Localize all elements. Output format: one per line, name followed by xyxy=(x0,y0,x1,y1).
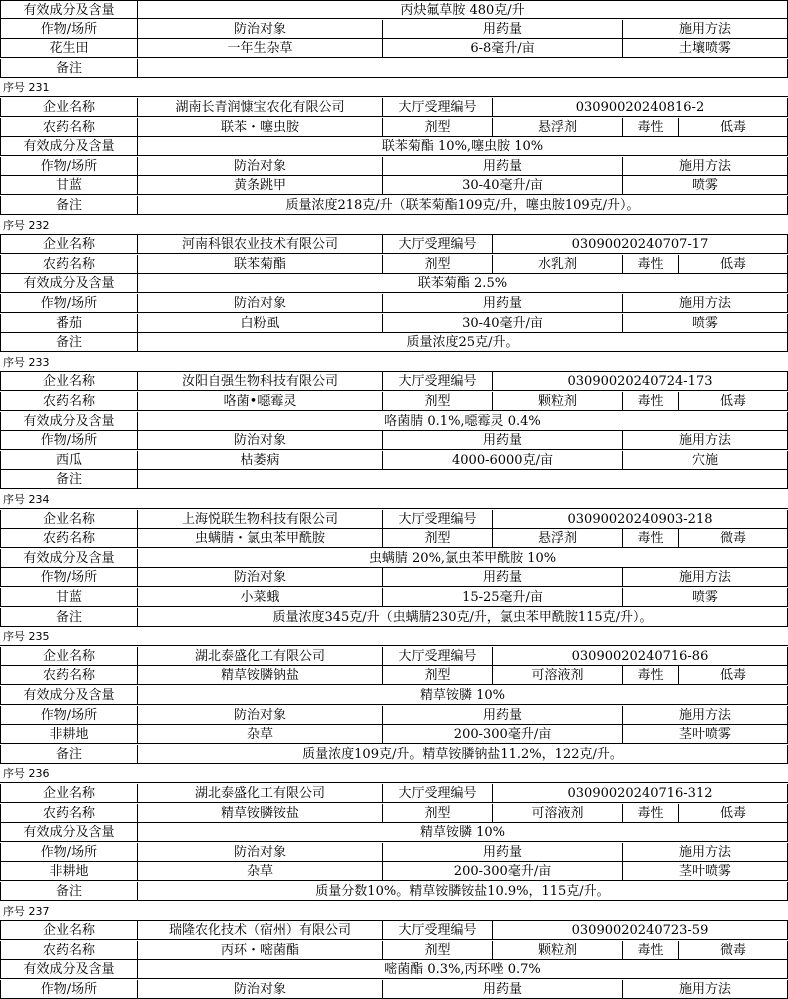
ingredient-row xyxy=(0,549,788,568)
target-value: 一年生杂草 xyxy=(137,39,382,58)
target-value: 白粉虱 xyxy=(137,314,382,333)
hall-no-value: 03090020240716-312 xyxy=(492,784,788,803)
ingredient-label: 有效成分及含量 xyxy=(0,960,137,979)
record-seq-row xyxy=(0,627,788,646)
seq-prefix: 序号 xyxy=(3,81,25,95)
form-value: 颗粒剂 xyxy=(492,392,622,411)
seq-number: 236 xyxy=(25,767,50,781)
seq-prefix: 序号 xyxy=(3,630,25,644)
form-value: 悬浮剂 xyxy=(492,118,622,137)
crop-label: 作物/场所 xyxy=(0,157,137,176)
method-label: 施用方法 xyxy=(622,568,788,587)
dosage-label: 用药量 xyxy=(382,568,622,587)
pesticide-label: 农药名称 xyxy=(0,118,137,137)
note-value: 质量浓度345克/升（虫螨腈230克/升，氯虫苯甲酰胺115克/升）。 xyxy=(137,608,788,627)
company-value: 湖北泰盛化工有限公司 xyxy=(137,784,382,803)
note-value xyxy=(137,470,788,489)
form-value: 可溶液剂 xyxy=(492,804,622,823)
target-value: 杂草 xyxy=(137,725,382,744)
target-label: 防治对象 xyxy=(137,980,382,999)
target-value: 黄条跳甲 xyxy=(137,176,382,195)
note-label: 备注 xyxy=(0,196,137,215)
ingredient-row xyxy=(0,274,788,293)
crop-value: 甘蓝 xyxy=(0,588,137,607)
note-row xyxy=(0,196,788,215)
toxicity-label: 毒性 xyxy=(622,941,678,960)
seq-prefix: 序号 xyxy=(3,904,25,918)
dosage-value: 200-300毫升/亩 xyxy=(382,725,622,744)
crop-value: 番茄 xyxy=(0,314,137,333)
company-value: 湖北泰盛化工有限公司 xyxy=(137,647,382,666)
method-label: 施用方法 xyxy=(622,20,788,39)
form-label: 剂型 xyxy=(382,804,492,823)
pesticide-row xyxy=(0,941,788,960)
method-value: 喷雾 xyxy=(622,588,788,607)
method-label: 施用方法 xyxy=(622,843,788,862)
ingredient-label: 有效成分及含量 xyxy=(0,412,137,431)
company-label: 企业名称 xyxy=(0,647,137,666)
crop-label: 作物/场所 xyxy=(0,294,137,313)
hall-no-label: 大厅受理编号 xyxy=(382,921,492,940)
form-label: 剂型 xyxy=(382,118,492,137)
ingredient-value: 联苯菊酯 2.5% xyxy=(137,274,788,293)
hall-no-value: 03090020240723-59 xyxy=(492,921,788,940)
usage-header-row xyxy=(0,157,788,176)
dosage-label: 用药量 xyxy=(382,294,622,313)
crop-value: 非耕地 xyxy=(0,725,137,744)
crop-label: 作物/场所 xyxy=(0,431,137,450)
usage-row xyxy=(0,451,788,470)
usage-row xyxy=(0,176,788,195)
dosage-label: 用药量 xyxy=(382,843,622,862)
record-seq-row xyxy=(0,216,788,235)
company-label: 企业名称 xyxy=(0,510,137,529)
company-label: 企业名称 xyxy=(0,372,137,391)
record-seq-label xyxy=(3,764,50,783)
record-seq-row xyxy=(0,353,788,372)
record-seq-row xyxy=(0,764,788,783)
pesticide-row xyxy=(0,666,788,685)
company-label: 企业名称 xyxy=(0,98,137,117)
form-value: 可溶液剂 xyxy=(492,666,622,685)
method-value: 喷雾 xyxy=(622,176,788,195)
hall-no-value: 03090020240724-173 xyxy=(492,372,788,391)
note-row xyxy=(0,608,788,627)
record-seq-label xyxy=(3,78,50,97)
pesticide-value: 虫螨腈・氯虫苯甲酰胺 xyxy=(137,529,382,548)
ingredient-value: 精草铵膦 10% xyxy=(137,823,788,842)
note-row xyxy=(0,745,788,764)
toxicity-label: 毒性 xyxy=(622,529,678,548)
record-seq-row xyxy=(0,902,788,921)
usage-header-row xyxy=(0,568,788,587)
toxicity-value: 低毒 xyxy=(678,392,788,411)
ingredient-label: 有效成分及含量 xyxy=(0,274,137,293)
note-row xyxy=(0,882,788,901)
record-seq-row xyxy=(0,490,788,509)
hall-no-value: 03090020240816-2 xyxy=(492,98,788,117)
seq-number: 234 xyxy=(25,493,50,506)
ingredient-row xyxy=(0,412,788,431)
toxicity-value: 低毒 xyxy=(678,666,788,685)
usage-row xyxy=(0,725,788,744)
target-label: 防治对象 xyxy=(137,431,382,450)
usage-header-row xyxy=(0,20,788,39)
method-label: 施用方法 xyxy=(622,431,788,450)
dosage-label: 用药量 xyxy=(382,706,622,725)
record-seq-label xyxy=(3,353,50,372)
ingredient-value: 虫螨腈 20%,氯虫苯甲酰胺 10% xyxy=(137,549,788,568)
dosage-value: 30-40毫升/亩 xyxy=(382,314,622,333)
target-label: 防治对象 xyxy=(137,20,382,39)
form-label: 剂型 xyxy=(382,392,492,411)
company-value: 河南科银农业技术有限公司 xyxy=(137,235,382,254)
crop-value: 甘蓝 xyxy=(0,176,137,195)
method-label: 施用方法 xyxy=(622,157,788,176)
crop-label: 作物/场所 xyxy=(0,706,137,725)
toxicity-label: 毒性 xyxy=(622,118,678,137)
pesticide-row xyxy=(0,392,788,411)
record-seq-label xyxy=(3,627,50,646)
company-label: 企业名称 xyxy=(0,235,137,254)
note-value xyxy=(137,59,788,78)
form-label: 剂型 xyxy=(382,529,492,548)
target-label: 防治对象 xyxy=(137,568,382,587)
ingredient-value: 嘧菌酯 0.3%,丙环唑 0.7% xyxy=(137,960,788,979)
ingredient-label: 有效成分及含量 xyxy=(0,686,137,705)
toxicity-value: 微毒 xyxy=(678,529,788,548)
seq-prefix: 序号 xyxy=(3,218,25,232)
toxicity-label: 毒性 xyxy=(622,666,678,685)
ingredient-label: 有效成分及含量 xyxy=(0,137,137,156)
note-label: 备注 xyxy=(0,333,137,352)
pesticide-label: 农药名称 xyxy=(0,255,137,274)
form-label: 剂型 xyxy=(382,666,492,685)
seq-number: 232 xyxy=(25,218,50,232)
pesticide-label: 农药名称 xyxy=(0,392,137,411)
pesticide-value: 联苯・噻虫胺 xyxy=(137,118,382,137)
note-label: 备注 xyxy=(0,745,137,764)
note-label: 备注 xyxy=(0,882,137,901)
seq-number: 237 xyxy=(25,904,50,918)
company-value: 汝阳自强生物科技有限公司 xyxy=(137,372,382,391)
seq-prefix: 序号 xyxy=(3,355,25,369)
ingredient-label: 有效成分及含量 xyxy=(0,549,137,568)
usage-row xyxy=(0,39,788,58)
crop-label: 作物/场所 xyxy=(0,568,137,587)
form-label: 剂型 xyxy=(382,255,492,274)
seq-prefix: 序号 xyxy=(3,767,25,781)
seq-number: 233 xyxy=(25,355,50,369)
company-value: 上海悦联生物科技有限公司 xyxy=(137,510,382,529)
note-row xyxy=(0,470,788,489)
usage-row xyxy=(0,588,788,607)
dosage-value: 30-40毫升/亩 xyxy=(382,176,622,195)
method-label: 施用方法 xyxy=(622,706,788,725)
crop-value: 非耕地 xyxy=(0,862,137,881)
target-value: 小菜蛾 xyxy=(137,588,382,607)
crop-label: 作物/场所 xyxy=(0,843,137,862)
pesticide-label: 农药名称 xyxy=(0,804,137,823)
pesticide-label: 农药名称 xyxy=(0,529,137,548)
seq-number: 231 xyxy=(25,81,50,95)
usage-header-row xyxy=(0,706,788,725)
method-value: 茎叶喷雾 xyxy=(622,725,788,744)
target-label: 防治对象 xyxy=(137,294,382,313)
company-label: 企业名称 xyxy=(0,921,137,940)
toxicity-value: 微毒 xyxy=(678,941,788,960)
usage-header-row xyxy=(0,431,788,450)
usage-header-row xyxy=(0,843,788,862)
note-value: 质量浓度109克/升。精草铵膦钠盐11.2%，122克/升。 xyxy=(137,745,788,764)
pesticide-label: 农药名称 xyxy=(0,666,137,685)
target-label: 防治对象 xyxy=(137,843,382,862)
ingredient-label: 有效成分及含量 xyxy=(0,1,137,20)
crop-value: 西瓜 xyxy=(0,451,137,470)
form-value: 颗粒剂 xyxy=(492,941,622,960)
note-label: 备注 xyxy=(0,470,137,489)
ingredient-row xyxy=(0,686,788,705)
pesticide-label: 农药名称 xyxy=(0,941,137,960)
toxicity-label: 毒性 xyxy=(622,255,678,274)
ingredient-value: 咯菌腈 0.1%,噁霉灵 0.4% xyxy=(137,412,788,431)
ingredient-row xyxy=(0,0,788,19)
note-row xyxy=(0,59,788,78)
toxicity-value: 低毒 xyxy=(678,804,788,823)
company-row xyxy=(0,372,788,391)
method-label: 施用方法 xyxy=(622,294,788,313)
hall-no-label: 大厅受理编号 xyxy=(382,98,492,117)
hall-no-label: 大厅受理编号 xyxy=(382,510,492,529)
company-row xyxy=(0,921,788,940)
hall-no-value: 03090020240903-218 xyxy=(492,510,788,529)
pesticide-row xyxy=(0,118,788,137)
note-label: 备注 xyxy=(0,608,137,627)
hall-no-value: 03090020240716-86 xyxy=(492,647,788,666)
seq-number: 235 xyxy=(25,630,50,644)
pesticide-value: 精草铵膦钠盐 xyxy=(137,666,382,685)
usage-row xyxy=(0,314,788,333)
target-value: 杂草 xyxy=(137,862,382,881)
ingredient-value: 联苯菊酯 10%,噻虫胺 10% xyxy=(137,137,788,156)
hall-no-label: 大厅受理编号 xyxy=(382,647,492,666)
seq-prefix: 序号 xyxy=(3,493,25,506)
usage-row xyxy=(0,862,788,881)
method-label: 施用方法 xyxy=(622,980,788,999)
dosage-label: 用药量 xyxy=(382,980,622,999)
company-row xyxy=(0,98,788,117)
form-value: 水乳剂 xyxy=(492,255,622,274)
dosage-label: 用药量 xyxy=(382,431,622,450)
note-row xyxy=(0,333,788,352)
company-row xyxy=(0,235,788,254)
dosage-label: 用药量 xyxy=(382,20,622,39)
target-label: 防治对象 xyxy=(137,706,382,725)
dosage-value: 6-8毫升/亩 xyxy=(382,39,622,58)
ingredient-label: 有效成分及含量 xyxy=(0,823,137,842)
pesticide-value: 咯菌•噁霉灵 xyxy=(137,392,382,411)
dosage-value: 15-25毫升/亩 xyxy=(382,588,622,607)
pesticide-value: 联苯菊酯 xyxy=(137,255,382,274)
ingredient-value: 丙炔氟草胺 480克/升 xyxy=(137,1,788,20)
crop-label: 作物/场所 xyxy=(0,980,137,999)
method-value: 喷雾 xyxy=(622,314,788,333)
hall-no-value: 03090020240707-17 xyxy=(492,235,788,254)
ingredient-row xyxy=(0,960,788,979)
usage-header-row xyxy=(0,294,788,313)
method-value: 穴施 xyxy=(622,451,788,470)
hall-no-label: 大厅受理编号 xyxy=(382,784,492,803)
target-label: 防治对象 xyxy=(137,157,382,176)
company-row xyxy=(0,647,788,666)
company-value: 瑞隆农化技术（宿州）有限公司 xyxy=(137,921,382,940)
dosage-value: 200-300毫升/亩 xyxy=(382,862,622,881)
note-value: 质量分数10%。精草铵膦铵盐10.9%，115克/升。 xyxy=(137,882,788,901)
ingredient-value: 精草铵膦 10% xyxy=(137,686,788,705)
toxicity-value: 低毒 xyxy=(678,255,788,274)
toxicity-label: 毒性 xyxy=(622,392,678,411)
record-seq-label xyxy=(3,490,50,509)
record-seq-label xyxy=(3,216,50,235)
dosage-value: 4000-6000克/亩 xyxy=(382,451,622,470)
dosage-label: 用药量 xyxy=(382,157,622,176)
form-label: 剂型 xyxy=(382,941,492,960)
note-label: 备注 xyxy=(0,59,137,78)
pesticide-value: 丙环・嘧菌酯 xyxy=(137,941,382,960)
note-value: 质量浓度25克/升。 xyxy=(137,333,788,352)
target-value: 枯萎病 xyxy=(137,451,382,470)
record-seq-row xyxy=(0,78,788,97)
company-row xyxy=(0,784,788,803)
crop-value: 花生田 xyxy=(0,39,137,58)
toxicity-value: 低毒 xyxy=(678,118,788,137)
company-row xyxy=(0,510,788,529)
form-value: 悬浮剂 xyxy=(492,529,622,548)
crop-label: 作物/场所 xyxy=(0,20,137,39)
method-value: 茎叶喷雾 xyxy=(622,862,788,881)
pesticide-row xyxy=(0,804,788,823)
company-value: 湖南长青润慷宝农化有限公司 xyxy=(137,98,382,117)
company-label: 企业名称 xyxy=(0,784,137,803)
record-seq-label xyxy=(3,902,50,921)
pesticide-row xyxy=(0,529,788,548)
ingredient-row xyxy=(0,823,788,842)
hall-no-label: 大厅受理编号 xyxy=(382,235,492,254)
pesticide-value: 精草铵膦铵盐 xyxy=(137,804,382,823)
method-value: 土壤喷雾 xyxy=(622,39,788,58)
usage-header-row xyxy=(0,980,788,999)
toxicity-label: 毒性 xyxy=(622,804,678,823)
pesticide-row xyxy=(0,255,788,274)
ingredient-row xyxy=(0,137,788,156)
note-value: 质量浓度218克/升（联苯菊酯109克/升，噻虫胺109克/升）。 xyxy=(137,196,788,215)
hall-no-label: 大厅受理编号 xyxy=(382,372,492,391)
